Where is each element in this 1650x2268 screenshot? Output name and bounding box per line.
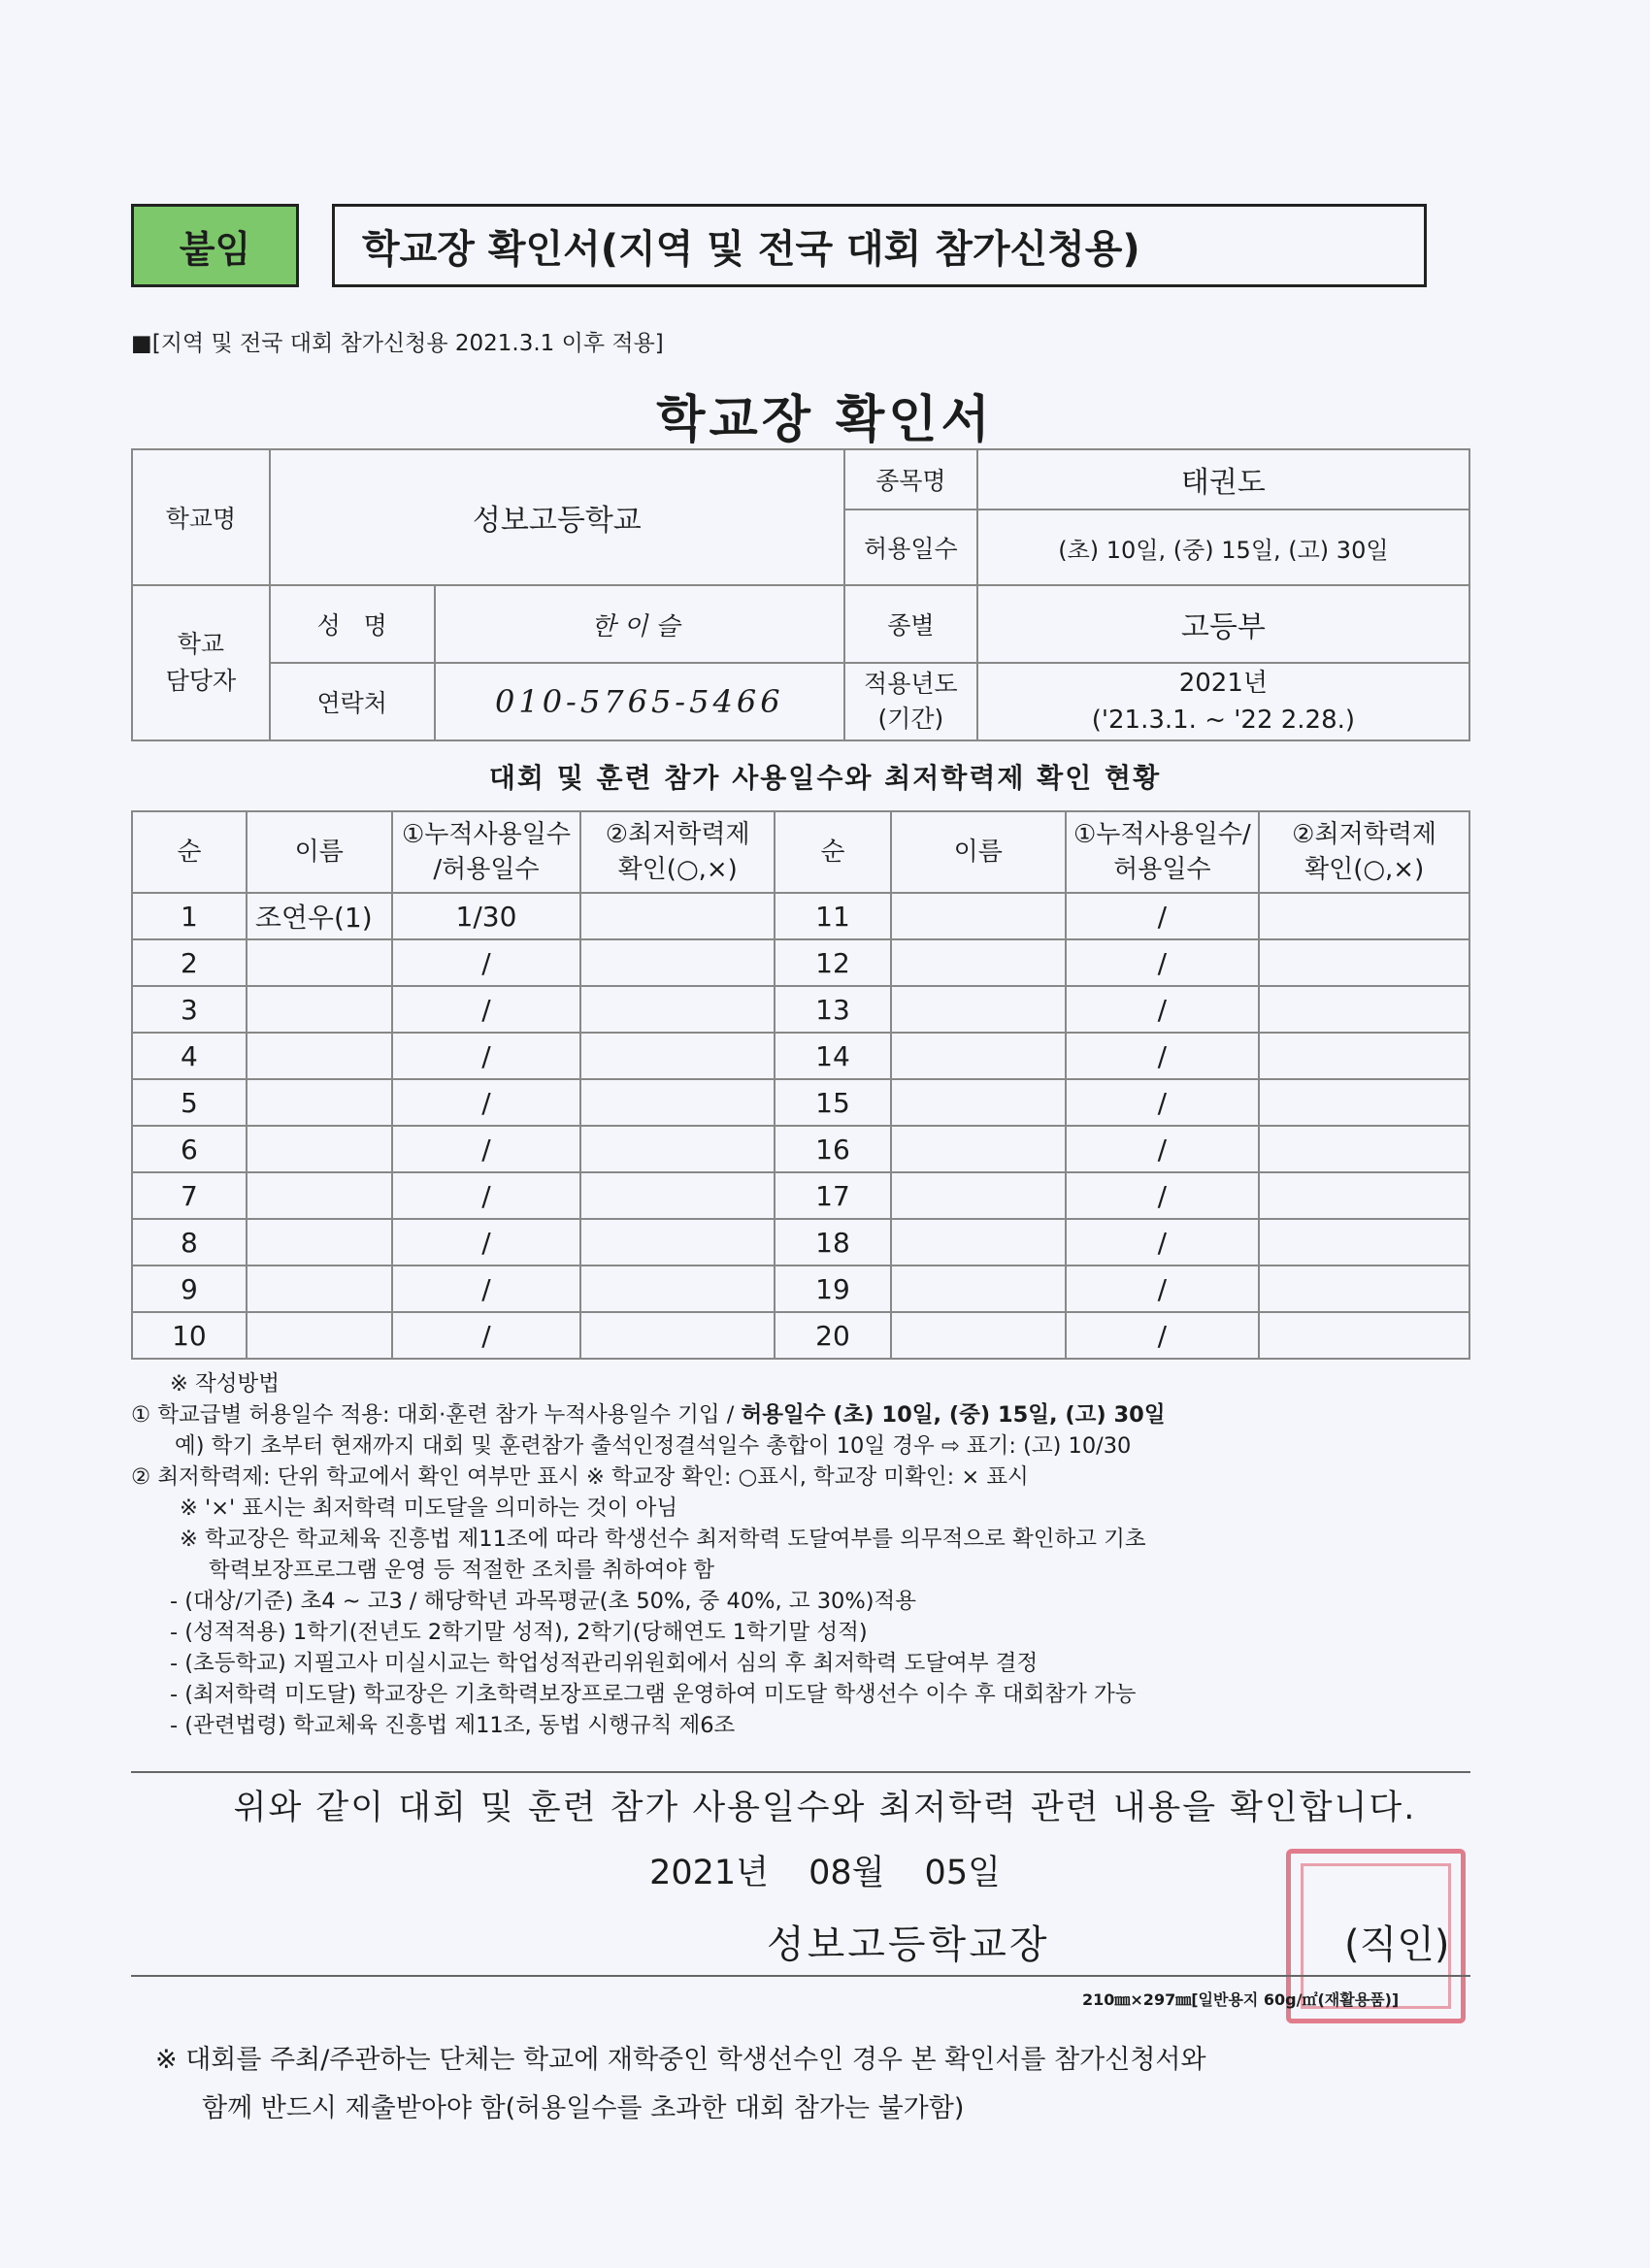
table-row xyxy=(132,1312,1469,1359)
footnote xyxy=(155,2036,1206,2133)
min-check-cell xyxy=(1259,893,1469,939)
issue-date: 2021년 08월 05일 xyxy=(649,1854,1001,1892)
note-2-remark-b-cont: 학력보장프로그램 운영 등 적절한 조치를 취하여야 함 xyxy=(209,1558,715,1583)
school-info-table xyxy=(131,448,1470,741)
year-value-line2: ('21.3.1. ~ '22 2.28.) xyxy=(1091,706,1356,735)
document-title: 학교장 확인서 xyxy=(656,391,994,449)
used-days-header-right xyxy=(1066,811,1260,893)
event-value: 태권도 xyxy=(977,449,1469,509)
seq-cell: 12 xyxy=(775,939,891,986)
seq-cell: 14 xyxy=(775,1033,891,1079)
table-row xyxy=(132,1219,1469,1265)
name-cell xyxy=(247,1265,392,1312)
name-cell xyxy=(891,986,1066,1033)
min-check-cell xyxy=(580,986,775,1033)
divider xyxy=(131,1771,1470,1773)
seq-cell: 1 xyxy=(132,893,247,939)
table-row xyxy=(132,1126,1469,1172)
min-check-cell xyxy=(1259,1126,1469,1172)
year-label-line2: (기간) xyxy=(877,705,944,733)
min-check-cell xyxy=(580,1172,775,1219)
name-cell xyxy=(247,1312,392,1359)
min-check-cell xyxy=(580,1265,775,1312)
note-2-remark-b: ※ 학교장은 학교체육 진흥법 제11조에 따라 학생선수 최저학력 도달여부를 의무적으로 확인하고 기초 xyxy=(180,1527,1146,1552)
name-cell xyxy=(891,893,1066,939)
min-check-cell xyxy=(1259,1265,1469,1312)
note-dash-1: - (대상/기준) 초4 ~ 고3 / 해당학년 과목평균(초 50%, 중 40%, 고 30%)적용 xyxy=(170,1589,916,1614)
event-label: 종목명 xyxy=(844,449,977,509)
paper-spec: 210㎜×297㎜[일반용지 60g/㎡(재활용품)] xyxy=(1082,1990,1400,2009)
used-days-header-line2: /허용일수 xyxy=(433,855,540,884)
seq-cell: 8 xyxy=(132,1219,247,1265)
name-cell xyxy=(891,1079,1066,1126)
manager-label-line1: 학교 xyxy=(177,630,225,658)
seq-cell: 11 xyxy=(775,893,891,939)
category-label: 종별 xyxy=(844,585,977,663)
footnote-line1: ※ 대회를 주최/주관하는 단체는 학교에 재학중인 학생선수인 경우 본 확인서를 참가신청서와 xyxy=(155,2045,1206,2075)
min-check-cell xyxy=(580,1219,775,1265)
note-dash-5: - (관련법령) 학교체육 진흥법 제11조, 동법 시행규칙 제6조 xyxy=(170,1713,736,1738)
used-days-header-line1: ①누적사용일수 xyxy=(401,819,571,849)
seq-cell: 3 xyxy=(132,986,247,1033)
seq-cell: 15 xyxy=(775,1079,891,1126)
min-achievement-header-right xyxy=(1259,811,1469,893)
seq-cell: 16 xyxy=(775,1126,891,1172)
note-2-remark-a: ※ '×' 표시는 최저학력 미도달을 의미하는 것이 아님 xyxy=(180,1496,678,1521)
year-label xyxy=(844,663,977,740)
min-check-cell xyxy=(1259,986,1469,1033)
used-days-cell: / xyxy=(392,939,581,986)
instructions-heading: ※ 작성방법 xyxy=(170,1371,280,1397)
manager-name-handwritten: 한이슬 xyxy=(435,585,844,663)
seq-header-right: 순 xyxy=(775,811,891,893)
name-label: 성 명 xyxy=(270,585,435,663)
name-cell xyxy=(891,1126,1066,1172)
usage-table-header xyxy=(132,811,1469,893)
used-days-cell: / xyxy=(392,1033,581,1079)
name-cell xyxy=(891,1265,1066,1312)
scope-note: ■[지역 및 전국 대회 참가신청용 2021.3.1 이후 적용] xyxy=(131,331,664,356)
seq-cell: 7 xyxy=(132,1172,247,1219)
used-days-cell: / xyxy=(392,1172,581,1219)
name-cell xyxy=(247,1033,392,1079)
note-1-bold: 허용일수 (초) 10일, (중) 15일, (고) 30일 xyxy=(741,1402,1166,1428)
name-cell: 조연우(1) xyxy=(247,893,392,939)
used-days-cell: / xyxy=(392,1265,581,1312)
name-header-right: 이름 xyxy=(891,811,1066,893)
used-days-cell: / xyxy=(392,1312,581,1359)
seq-cell: 13 xyxy=(775,986,891,1033)
confirmation-statement: 위와 같이 대회 및 훈련 참가 사용일수와 최저학력 관련 내용을 확인합니다. xyxy=(233,1789,1417,1827)
seq-cell: 4 xyxy=(132,1033,247,1079)
seq-cell: 2 xyxy=(132,939,247,986)
min-achievement-header-line2: 확인(○,×) xyxy=(617,855,738,884)
seq-cell: 17 xyxy=(775,1172,891,1219)
used-days-header xyxy=(392,811,581,893)
note-dash-2: - (성적적용) 1학기(전년도 2학기말 성적), 2학기(당해연도 1학기말 성적) xyxy=(170,1620,868,1645)
seq-cell: 18 xyxy=(775,1219,891,1265)
name-cell xyxy=(247,939,392,986)
used-days-cell: / xyxy=(1066,1079,1260,1126)
used-days-cell: / xyxy=(1066,1219,1260,1265)
school-name-label: 학교명 xyxy=(132,449,270,585)
table-row xyxy=(132,1172,1469,1219)
used-days-cell: / xyxy=(1066,939,1260,986)
used-days-cell: / xyxy=(392,1079,581,1126)
table-row xyxy=(132,1265,1469,1312)
min-achievement-header-line1: ②최저학력제 xyxy=(605,819,750,849)
contact-handwritten: 010-5765-5466 xyxy=(435,663,844,740)
used-days-header-right-line2: 허용일수 xyxy=(1113,855,1211,884)
name-cell xyxy=(247,1172,392,1219)
seal-label: (직인) xyxy=(1344,1923,1450,1967)
manager-label xyxy=(132,585,270,740)
form-title: 학교장 확인서(지역 및 전국 대회 참가신청용) xyxy=(362,226,1140,272)
used-days-cell: / xyxy=(1066,1033,1260,1079)
min-achievement-header xyxy=(580,811,775,893)
min-achievement-header-right-line2: 확인(○,×) xyxy=(1304,855,1425,884)
min-check-cell xyxy=(1259,939,1469,986)
min-check-cell xyxy=(1259,1312,1469,1359)
min-check-cell xyxy=(580,939,775,986)
name-cell xyxy=(891,1033,1066,1079)
seq-cell: 20 xyxy=(775,1312,891,1359)
note-dash-4: - (최저학력 미도달) 학교장은 기초학력보장프로그램 운영하여 미도달 학생선수 이수 후 대회참가 가능 xyxy=(170,1682,1137,1707)
seq-header: 순 xyxy=(132,811,247,893)
allowed-days-label: 허용일수 xyxy=(844,509,977,585)
used-days-cell: 1/30 xyxy=(392,893,581,939)
used-days-cell: / xyxy=(392,986,581,1033)
min-check-cell xyxy=(1259,1033,1469,1079)
year-value-line1: 2021년 xyxy=(1178,669,1269,698)
name-cell xyxy=(247,1079,392,1126)
note-1-text: ① 학교급별 허용일수 적용: 대회·훈련 참가 누적사용일수 기입 / xyxy=(131,1402,742,1428)
used-days-cell: / xyxy=(1066,1312,1260,1359)
name-cell xyxy=(247,986,392,1033)
seq-cell: 10 xyxy=(132,1312,247,1359)
used-days-cell: / xyxy=(392,1126,581,1172)
attachment-badge xyxy=(131,204,299,287)
usage-table xyxy=(131,810,1470,1360)
seq-cell: 19 xyxy=(775,1265,891,1312)
min-check-cell xyxy=(1259,1219,1469,1265)
manager-label-line2: 담당자 xyxy=(165,667,237,695)
min-check-cell xyxy=(580,893,775,939)
year-value xyxy=(977,663,1469,740)
divider-bottom xyxy=(131,1975,1470,1977)
note-2: ② 최저학력제: 단위 학교에서 확인 여부만 표시 ※ 학교장 확인: ○표시, 학교장 미확인: × 표시 xyxy=(131,1464,1029,1490)
attachment-badge-label: 붙임 xyxy=(179,227,251,271)
name-header: 이름 xyxy=(247,811,392,893)
seq-cell: 6 xyxy=(132,1126,247,1172)
used-days-cell: / xyxy=(392,1219,581,1265)
min-check-cell xyxy=(580,1079,775,1126)
note-1-example: 예) 학기 초부터 현재까지 대회 및 훈련참가 출석인정결석일수 총합이 10일 경우 ⇨ 표기: (고) 10/30 xyxy=(175,1433,1132,1459)
note-dash-3: - (초등학교) 지필고사 미실시교는 학업성적관리위원회에서 심의 후 최저학력 도달여부 결정 xyxy=(170,1651,1039,1676)
principal-signature: 성보고등학교장 xyxy=(767,1923,1050,1967)
min-check-cell xyxy=(580,1312,775,1359)
instructions xyxy=(131,1368,1490,1741)
school-name-value: 성보고등학교 xyxy=(270,449,844,585)
table-row xyxy=(132,1079,1469,1126)
name-cell xyxy=(247,1126,392,1172)
name-cell xyxy=(891,1219,1066,1265)
name-cell xyxy=(891,1172,1066,1219)
seq-cell: 5 xyxy=(132,1079,247,1126)
table-row xyxy=(132,939,1469,986)
form-title-box xyxy=(332,204,1427,287)
name-cell xyxy=(891,939,1066,986)
used-days-header-right-line1: ①누적사용일수/ xyxy=(1073,819,1251,849)
allowed-days-value: (초) 10일, (중) 15일, (고) 30일 xyxy=(977,509,1469,585)
contact-label: 연락처 xyxy=(270,663,435,740)
footnote-line2: 함께 반드시 제출받아야 함(허용일수를 초과한 대회 참가는 불가함) xyxy=(202,2093,965,2123)
table-row xyxy=(132,1033,1469,1079)
table-row xyxy=(132,893,1469,939)
table-row xyxy=(132,986,1469,1033)
min-check-cell xyxy=(580,1033,775,1079)
used-days-cell: / xyxy=(1066,893,1260,939)
used-days-cell: / xyxy=(1066,1265,1260,1312)
note-1 xyxy=(131,1399,1490,1430)
section-title: 대회 및 훈련 참가 사용일수와 최저학력제 확인 현황 xyxy=(488,762,1162,794)
used-days-cell: / xyxy=(1066,986,1260,1033)
min-achievement-header-right-line1: ②최저학력제 xyxy=(1292,819,1437,849)
name-cell xyxy=(247,1219,392,1265)
min-check-cell xyxy=(1259,1079,1469,1126)
min-check-cell xyxy=(1259,1172,1469,1219)
year-label-line1: 적용년도 xyxy=(864,670,958,698)
used-days-cell: / xyxy=(1066,1172,1260,1219)
used-days-cell: / xyxy=(1066,1126,1260,1172)
seq-cell: 9 xyxy=(132,1265,247,1312)
name-cell xyxy=(891,1312,1066,1359)
min-check-cell xyxy=(580,1126,775,1172)
category-value: 고등부 xyxy=(977,585,1469,663)
